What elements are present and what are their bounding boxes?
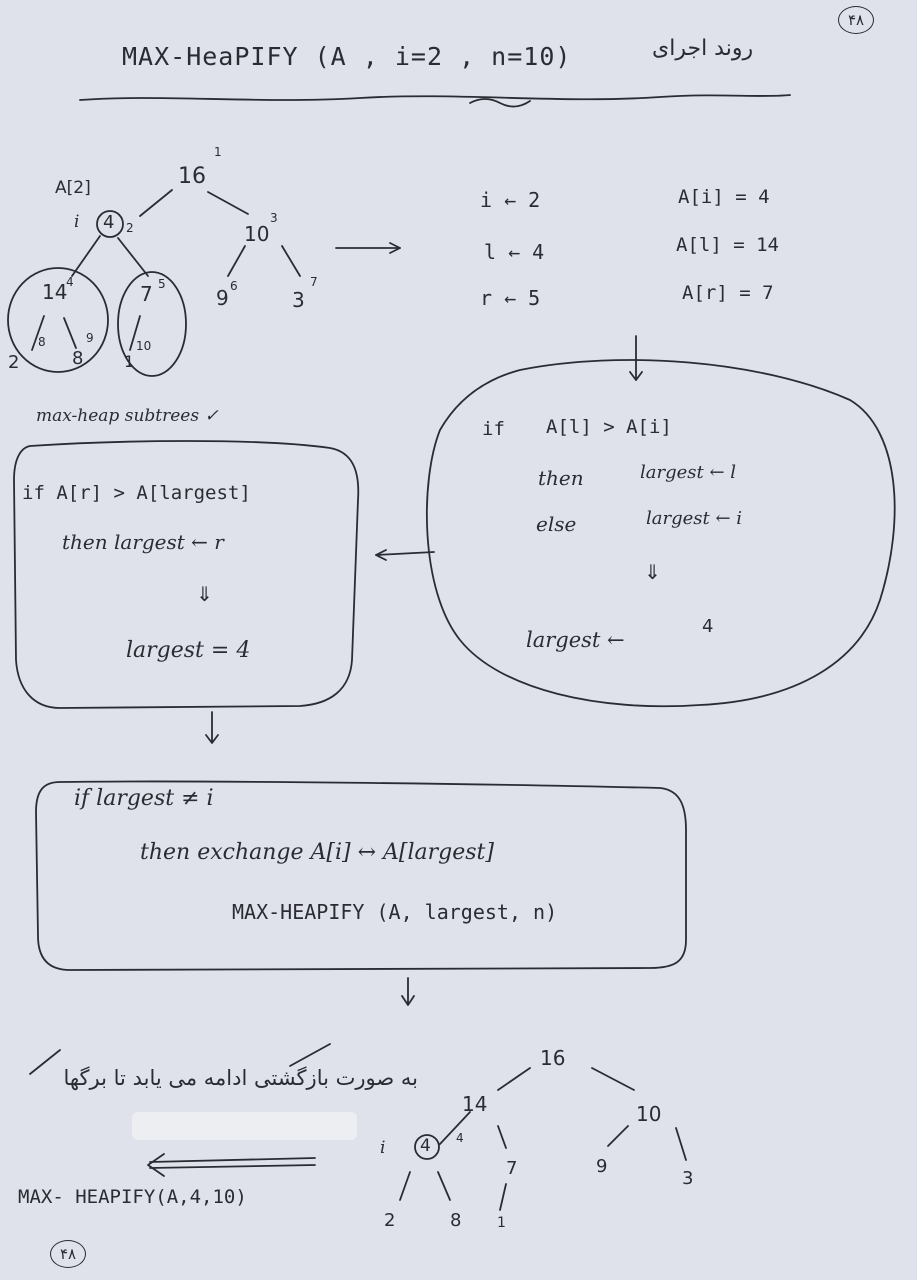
left-result: largest = 4 <box>126 638 251 663</box>
right-result-value: 4 <box>702 616 714 637</box>
assign-i: i ← 2 <box>480 188 541 212</box>
page-number-badge-top: ۴۸ <box>838 6 874 34</box>
left-then: then largest ← r <box>62 530 224 554</box>
bottom-node-3: 10 <box>636 1102 662 1126</box>
bottom-node-6: 9 <box>596 1156 608 1177</box>
right-else: else <box>536 512 577 536</box>
right-condition: A[l] > A[i] <box>546 416 672 438</box>
left-down-arrow: ⇓ <box>196 582 213 606</box>
bottom-node-9: 8 <box>450 1210 462 1231</box>
value-a-i: A[i] = 4 <box>678 186 770 208</box>
page-title: MAX-HeaPIFY (A , i=2 , n=10) <box>122 42 572 71</box>
recursion-rtl-note: به صورت بازگشتی ادامه می یابد تا برگها <box>63 1066 418 1090</box>
page-number-badge-bottom: ۴۸ <box>50 1240 86 1268</box>
bottom-node-7: 3 <box>682 1168 694 1189</box>
node-10: 1 <box>124 352 135 371</box>
right-then: then <box>538 466 584 490</box>
node-4: 14 <box>42 280 68 304</box>
value-a-l: A[l] = 14 <box>676 234 779 256</box>
right-block-border <box>427 360 895 706</box>
node-6: 9 <box>216 286 229 310</box>
left-condition: if A[r] > A[largest] <box>22 482 251 504</box>
bottom-node-8: 2 <box>384 1210 396 1231</box>
edge-3-7 <box>282 246 300 276</box>
bottom-node-10: 1 <box>497 1215 506 1231</box>
edge-2-4 <box>72 236 100 276</box>
bottom-node-5: 7 <box>506 1158 518 1179</box>
bottom-index-label-i: i <box>380 1138 386 1158</box>
edge-3-6 <box>228 246 245 276</box>
index-label-i: i <box>74 212 80 232</box>
value-a-r: A[r] = 7 <box>682 282 774 304</box>
rtl-caption: روند اجرای <box>652 36 754 61</box>
array-label: A[2] <box>55 178 91 198</box>
right-else-statement: largest ← i <box>646 508 743 529</box>
node-3: 10 <box>244 222 270 246</box>
node-6-index: 6 <box>230 279 238 293</box>
bottom-node-4-index: 4 <box>456 1131 464 1145</box>
node-9: 8 <box>72 348 84 369</box>
assign-l: l ← 4 <box>484 240 545 264</box>
bottom-line-3: MAX-HEAPIFY (A, largest, n) <box>232 900 558 924</box>
title-underline <box>80 95 790 100</box>
edge-1-2 <box>140 190 172 216</box>
right-then-statement: largest ← l <box>640 462 737 483</box>
node-7-index: 7 <box>310 275 318 289</box>
bottom-line-2: then exchange A[i] ↔ A[largest] <box>140 840 494 865</box>
edge-2-5 <box>118 238 148 276</box>
bottom-line-1: if largest ≠ i <box>74 786 214 811</box>
edge-4-9 <box>64 318 76 348</box>
node-8-index: 8 <box>38 335 46 349</box>
recursion-call: MAX- HEAPIFY(A,4,10) <box>18 1186 247 1208</box>
node-8: 2 <box>8 352 20 373</box>
node-5-index: 5 <box>158 277 166 291</box>
node-2-index: 2 <box>126 221 134 235</box>
node-7: 3 <box>292 288 305 312</box>
node-3-index: 3 <box>270 211 278 225</box>
right-down-arrow: ⇓ <box>644 560 661 584</box>
node-root-index: 1 <box>214 145 222 159</box>
bottom-node-root: 16 <box>540 1046 566 1070</box>
title-underline-2 <box>470 99 530 107</box>
node-5: 7 <box>140 282 153 306</box>
right-if: if <box>482 418 505 440</box>
assign-r: r ← 5 <box>480 286 541 310</box>
node-4-index: 4 <box>66 275 74 289</box>
erased-smudge <box>132 1112 357 1140</box>
max-heap-caption: max-heap subtrees ✓ <box>36 406 219 426</box>
node-root: 16 <box>178 164 206 189</box>
node-2: 4 <box>103 212 115 233</box>
edge-1-3 <box>208 192 248 214</box>
right-result: largest ← <box>526 628 625 652</box>
node-9-index: 9 <box>86 331 94 345</box>
bottom-node-2: 14 <box>462 1092 488 1116</box>
node-10-index: 10 <box>136 339 152 353</box>
bottom-node-4: 4 <box>420 1136 431 1156</box>
